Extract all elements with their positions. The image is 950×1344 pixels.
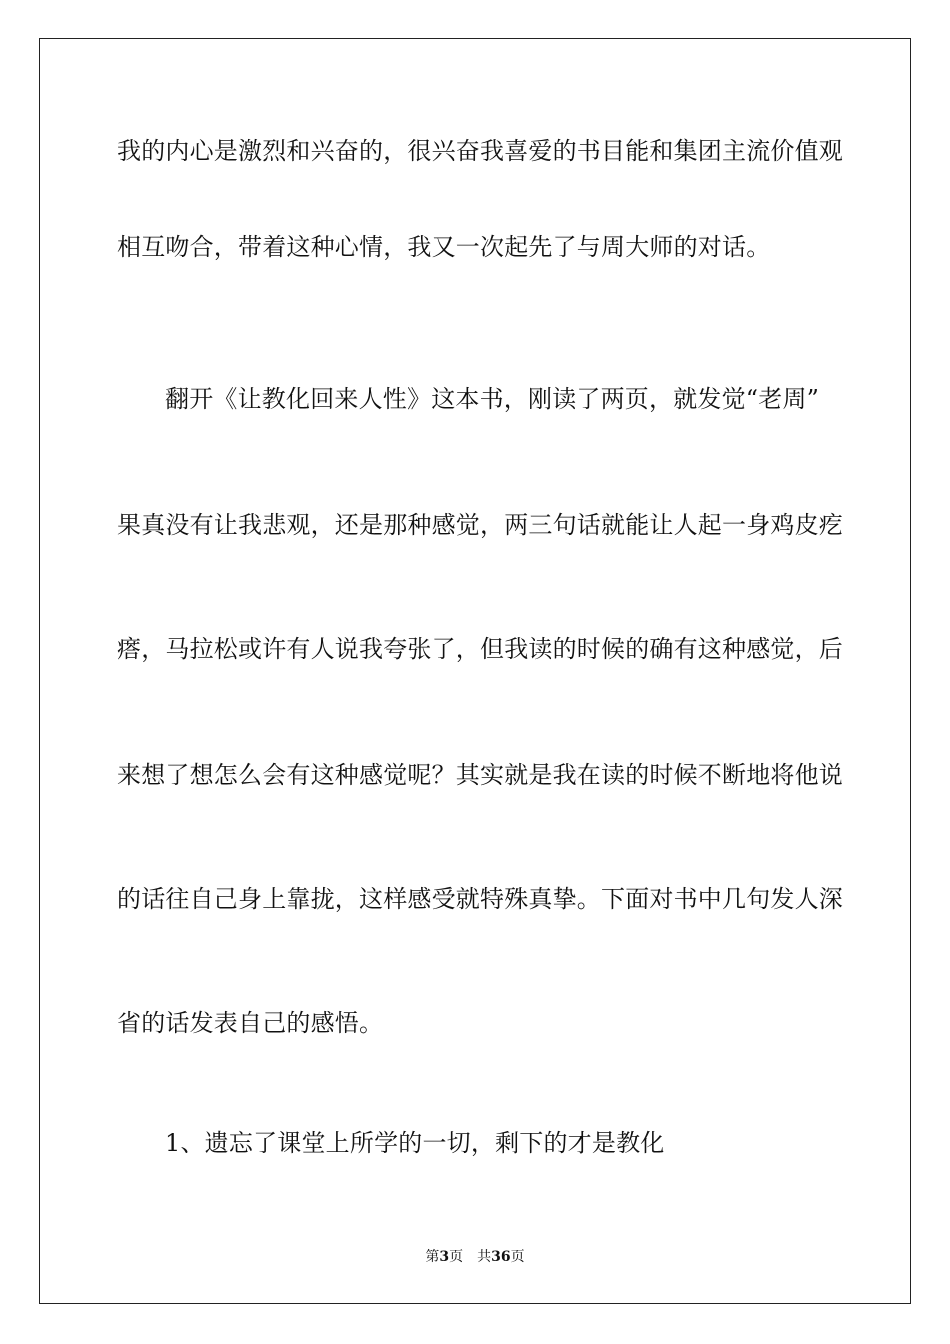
paragraph-line: 翻开《让教化回来人性》这本书，刚读了两页，就发觉“老周” (165, 385, 820, 413)
total-prefix: 共 (477, 1249, 492, 1265)
paragraph-line: 我的内心是激烈和兴奋的，很兴奋我喜爱的书目能和集团主流价值观 (117, 137, 843, 165)
paragraph-line: 相互吻合，带着这种心情，我又一次起先了与周大师的对话。 (117, 233, 771, 261)
page-number: 3 (439, 1249, 450, 1265)
page-suffix: 页 (449, 1249, 464, 1265)
paragraph-line: 瘩，马拉松或许有人说我夸张了，但我读的时候的确有这种感觉，后 (117, 635, 843, 663)
page-footer (0, 1247, 950, 1267)
page-prefix: 第 (425, 1249, 440, 1265)
list-item-heading: 1、遗忘了课堂上所学的一切，剩下的才是教化 (165, 1129, 665, 1157)
paragraph-line: 省的话发表自己的感悟。 (117, 1009, 384, 1037)
total-pages: 36 (491, 1249, 511, 1265)
paragraph-line: 来想了想怎么会有这种感觉呢？其实就是我在读的时候不断地将他说 (117, 761, 843, 789)
page-border (39, 38, 911, 1304)
total-suffix: 页 (510, 1249, 525, 1265)
paragraph-line: 的话往自己身上靠拢，这样感受就特殊真挚。下面对书中几句发人深 (117, 885, 843, 913)
paragraph-line: 果真没有让我悲观，还是那种感觉，两三句话就能让人起一身鸡皮疙 (117, 511, 843, 539)
